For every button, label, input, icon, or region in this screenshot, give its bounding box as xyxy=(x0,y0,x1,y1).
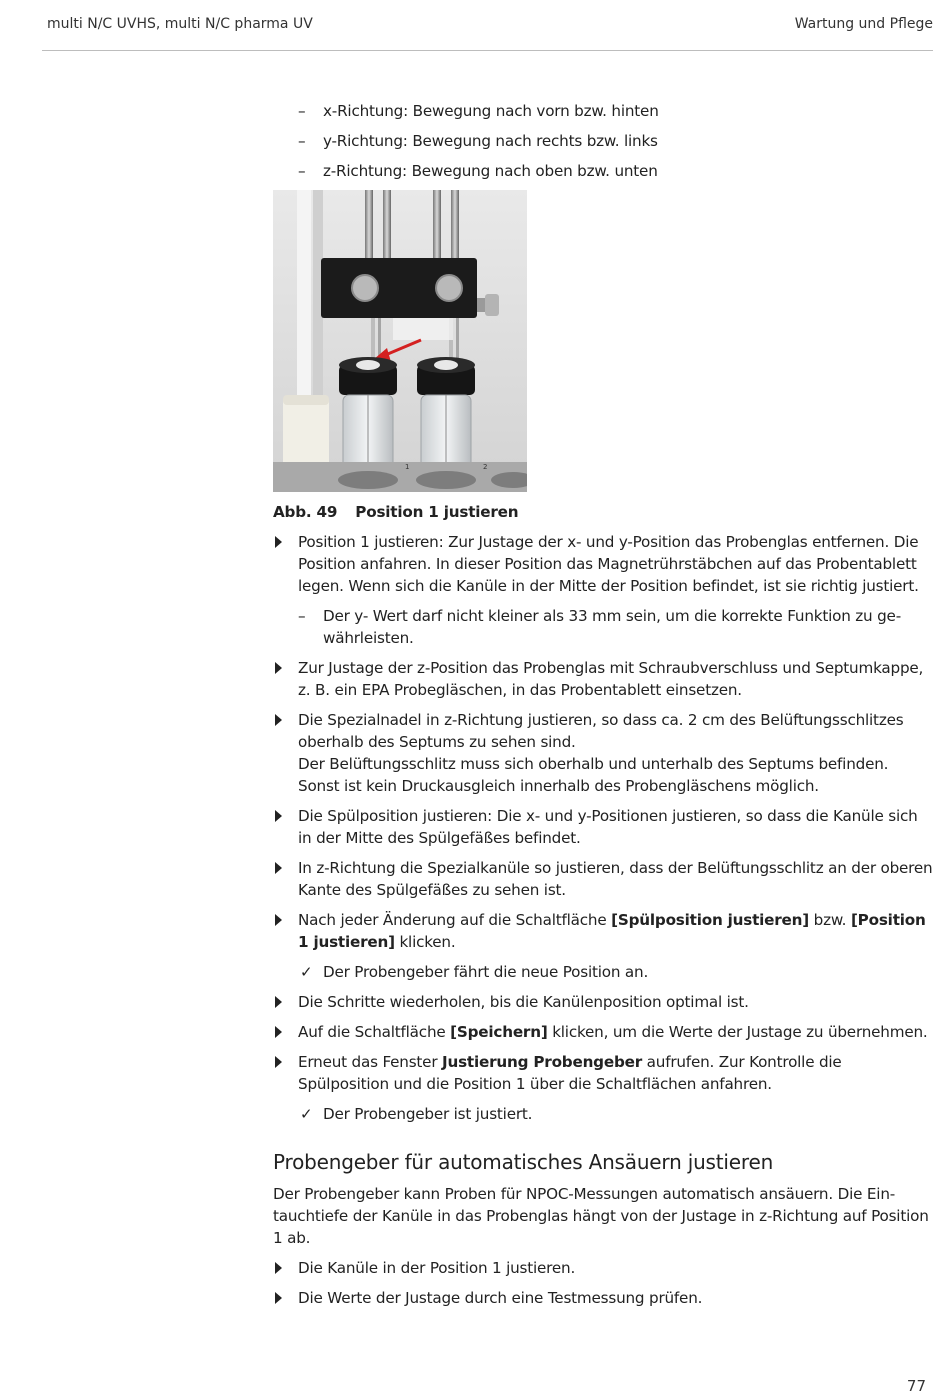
section-paragraph: Der Probengeber kann Proben für NPOC-Messungen automatisch ansäuern. Die Eintauchtiefe der Kanüle in das Probenglas hängt von der Justage in z-Richtung auf Position 1 ab. xyxy=(273,1185,929,1247)
bullet-triangle-icon xyxy=(275,536,282,548)
tray-position-number: 2 xyxy=(483,463,488,471)
step-text: Die Spülposition justieren: Die x- und y-Positionen justieren, so dass die Kanüle sich in der Mitte des Spülgefäßes befindet. xyxy=(298,807,918,847)
ui-button-reference: [Position 1 justieren] xyxy=(298,911,926,951)
ui-button-reference: [Spülposition justieren] xyxy=(611,911,810,929)
bullet-triangle-icon xyxy=(275,714,282,726)
page-header xyxy=(42,0,933,51)
step-text: Zur Justage der z-Position das Probenglas mit Schraubverschluss und Septumkappe, z. B. ein EPA Probegläschen, in das Probentablett einsetzen. xyxy=(298,659,924,699)
sub-item xyxy=(273,605,933,649)
step-item xyxy=(273,1287,933,1309)
step-text-end: aufrufen. Zur Kontrolle die Spülposition und die Position 1 über die Schaltflächen anfahren. xyxy=(298,1053,842,1093)
dash-marker: – xyxy=(298,607,306,625)
list-item-text: x-Richtung: Bewegung nach vorn bzw. hinten xyxy=(323,102,659,120)
check-icon: ✓ xyxy=(300,963,313,981)
check-icon: ✓ xyxy=(300,1105,313,1123)
ui-window-reference: Justierung Probengeber xyxy=(442,1053,643,1071)
step-item xyxy=(273,531,933,597)
ui-button-reference: [Speichern] xyxy=(450,1023,548,1041)
bullet-triangle-icon xyxy=(275,1056,282,1068)
result-text: Der Probengeber ist justiert. xyxy=(323,1105,533,1123)
step-item xyxy=(273,857,933,901)
list-item xyxy=(273,100,933,122)
bullet-triangle-icon xyxy=(275,1292,282,1304)
step-text-start: Auf die Schaltfläche xyxy=(298,1023,451,1041)
page-content xyxy=(273,100,933,1317)
step-text: Die Schritte wiederholen, bis die Kanülenposition optimal ist. xyxy=(298,993,749,1011)
step-item xyxy=(273,991,933,1013)
step-note-text: Der Belüftungsschlitz muss sich oberhalb und unterhalb des Septums befinden. Sonst ist kein Druckausgleich innerhalb des Probengläschens möglich. xyxy=(298,755,889,795)
list-item xyxy=(273,160,933,182)
bullet-triangle-icon xyxy=(275,914,282,926)
bullet-triangle-icon xyxy=(275,1262,282,1274)
step-item xyxy=(273,709,933,797)
header-chapter-title: Wartung und Pflege xyxy=(794,16,933,32)
section-heading: Probengeber für automatisches Ansäuern justieren xyxy=(273,1150,774,1174)
step-text-start: Nach jeder Änderung auf die Schaltfläche xyxy=(298,911,612,929)
list-item-text: z-Richtung: Bewegung nach oben bzw. unten xyxy=(323,162,658,180)
step-item xyxy=(273,1051,933,1095)
bullet-triangle-icon xyxy=(275,1026,282,1038)
step-text-start: Erneut das Fenster xyxy=(298,1053,442,1071)
result-item xyxy=(273,1103,933,1125)
list-item xyxy=(273,130,933,152)
list-item-text: y-Richtung: Bewegung nach rechts bzw. links xyxy=(323,132,658,150)
result-text: Der Probengeber fährt die neue Position an. xyxy=(323,963,649,981)
step-item xyxy=(273,909,933,953)
bullet-triangle-icon xyxy=(275,810,282,822)
figure-title: Position 1 justieren xyxy=(355,503,519,521)
tray-position-number: 1 xyxy=(405,463,410,471)
page-number: 77 xyxy=(906,1377,926,1395)
dash-marker: – xyxy=(298,102,306,120)
step-text: Position 1 justieren: Zur Justage der x- und y-Position das Probenglas entfernen. Die Position anfahren. In dieser Position das Magnetrührstäbchen auf das Probentablett legen. Wenn sich die Kanüle in der Mitte der Position befindet, ist sie richtig justiert. xyxy=(298,533,919,595)
step-text: Die Kanüle in der Position 1 justieren. xyxy=(298,1259,576,1277)
step-text: Die Spezialnadel in z-Richtung justieren, so dass ca. 2 cm des Belüftungsschlitzes oberhalb des Septums zu sehen sind. xyxy=(298,711,904,751)
sub-item-text: Der y- Wert darf nicht kleiner als 33 mm sein, um die korrekte Funktion zu gewährleisten. xyxy=(323,607,902,647)
dash-marker: – xyxy=(298,162,306,180)
step-text: In z-Richtung die Spezialkanüle so justieren, dass der Belüftungsschlitz an der oberen Kante des Spülgefäßes zu sehen ist. xyxy=(298,859,933,899)
bullet-triangle-icon xyxy=(275,996,282,1008)
step-item xyxy=(273,657,933,701)
dash-marker: – xyxy=(298,132,306,150)
autosampler-photo xyxy=(273,190,527,492)
step-item xyxy=(273,1021,933,1043)
figure-label: Abb. 49 xyxy=(273,503,338,521)
step-text-middle: bzw. xyxy=(809,911,851,929)
header-manual-title: multi N/C UVHS, multi N/C pharma UV xyxy=(47,16,313,32)
step-text-end: klicken, um die Werte der Justage zu übernehmen. xyxy=(547,1023,928,1041)
bullet-triangle-icon xyxy=(275,662,282,674)
step-text: Die Werte der Justage durch eine Testmessung prüfen. xyxy=(298,1289,703,1307)
result-item xyxy=(273,961,933,983)
figure-caption xyxy=(273,501,933,523)
step-item xyxy=(273,805,933,849)
step-item xyxy=(273,1257,933,1279)
step-text-end: klicken. xyxy=(394,933,456,951)
bullet-triangle-icon xyxy=(275,862,282,874)
